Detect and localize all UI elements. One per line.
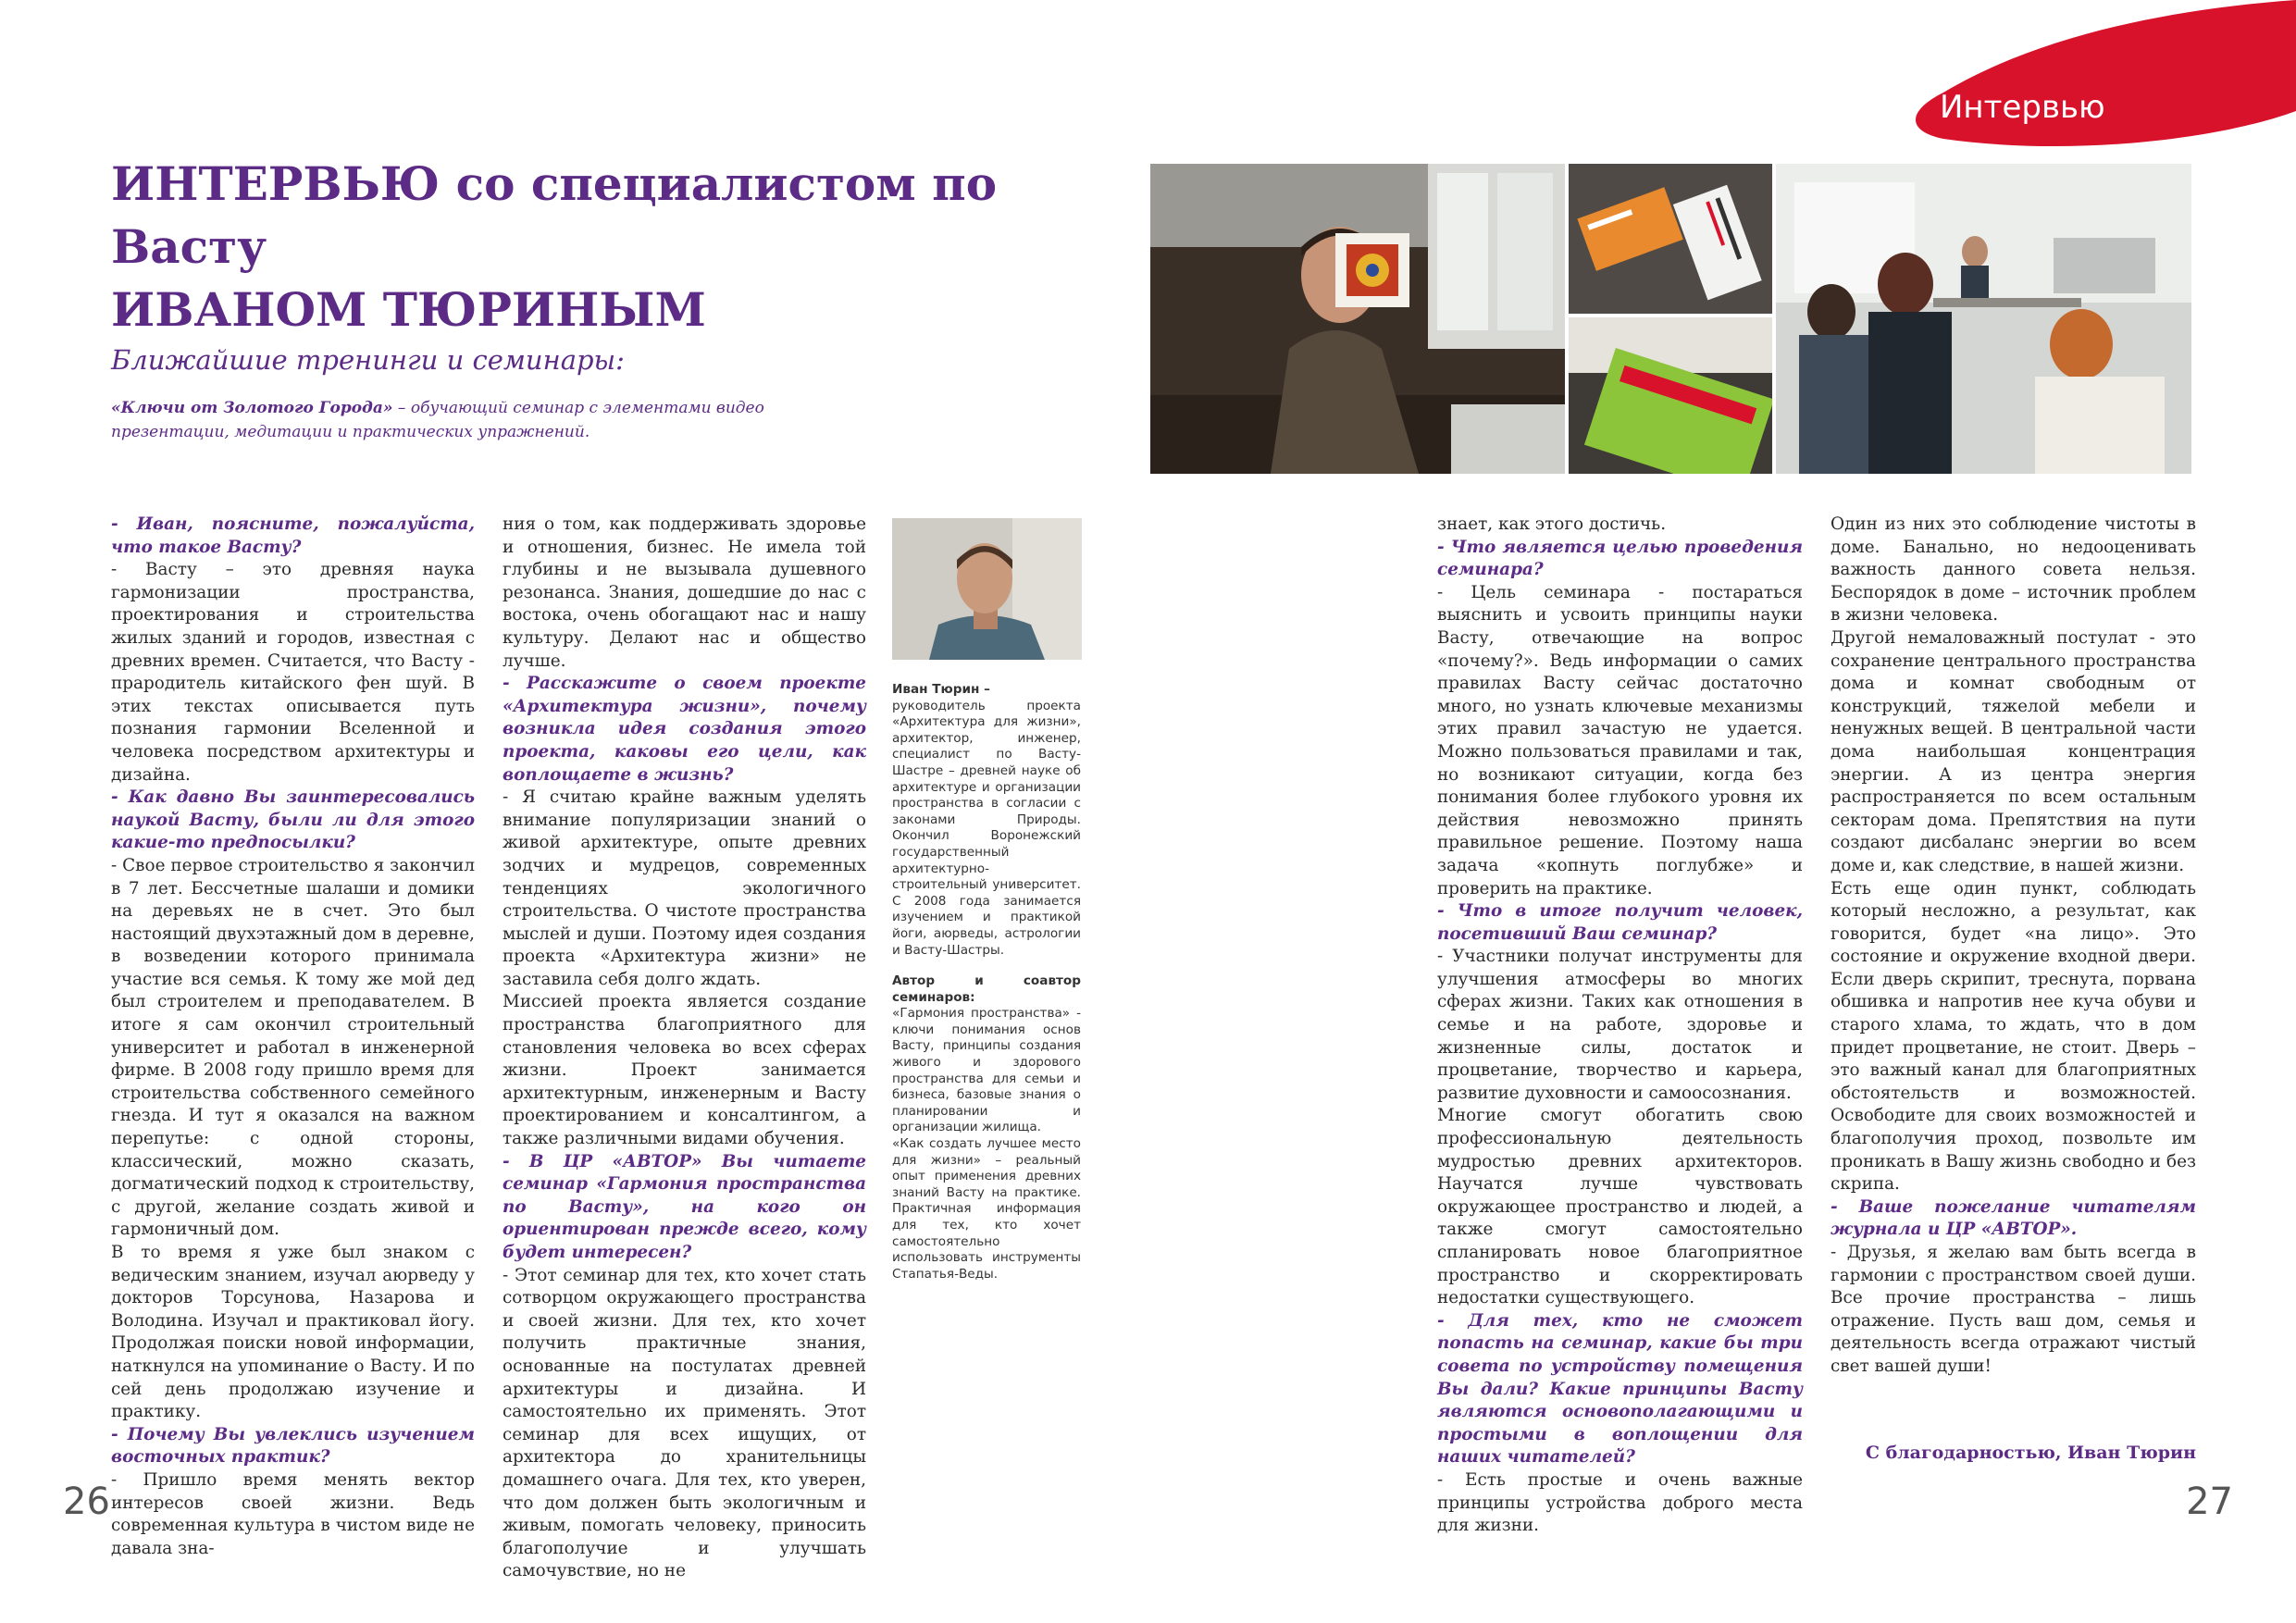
answer: - Цель семинара - постараться выяснить и усвоить принципы науки Васту, отвечающие на вопрос «почему?». Ведь информации о самих правилах Васту сейчас достаточно много, но узнать ключевые механизмы этих правил зачастую не удается. Можно пользоваться правилами и так, но возникают ситуации, когда без понимания более глубокого уровня их действия невозможно принять правильное решение. Поэтому наша задача «копнуть поглубже» и проверить на практике. bbox=[1437, 582, 1803, 898]
portrait-ivan-tyurin bbox=[892, 518, 1082, 660]
article-title bbox=[111, 153, 1129, 341]
answer: Многие смогут обогатить свою профессиональную деятельность мудростью древних архитекторов. Научатся лучше чувствовать окружающее пространство и людей, а также смогут самостоятельно спланировать новое благоприятное пространство и скорректировать недостатки существующего. bbox=[1437, 1106, 1803, 1308]
question: - В ЦР «АВТОР» Вы читаете семинар «Гармония пространства по Васту», на кого он ориентирован прежде всего, кому будет интересен? bbox=[503, 1151, 866, 1262]
answer: - Есть простые и очень важные принципы устройства доброго места для жизни. bbox=[1437, 1469, 1803, 1536]
column-1 bbox=[111, 514, 475, 1560]
answer: - Участники получат инструменты для улучшения атмосферы во многих сферах жизни. Таких как отношения в семье и на работе, здоровье и жизненные силы, достаток и процветание, творчество и карьера, развитие духовности и самоосознания. bbox=[1437, 947, 1803, 1103]
trainings-heading: Ближайшие тренинги и семинары: bbox=[111, 344, 625, 376]
column-4 bbox=[1831, 514, 2196, 1379]
answer: В то время я уже был знаком с ведическим знанием, изучал аюрведу у докторов Торсунова, Назарова и Володина. Изучал и практиковал йогу. Продолжая поиски новой информации, наткнулся на упоминание о Васту. И по сей день продолжаю изучение и практику. bbox=[111, 1243, 475, 1422]
answer: - Я считаю крайне важным уделять внимание популяризации знаний о живой архитектуре, опыте древних зодчих и мудрецов, современных тенденциях экологичного строительства. О чистоте пространства мыслей и души. Поэтому идея создания проекта «Архитектура жизни» не заставила себя долго ждать. bbox=[503, 787, 866, 989]
question: - Как давно Вы заинтересовались наукой Васту, были ли для этого какие-то предпосылки? bbox=[111, 787, 475, 853]
author-sidebar bbox=[892, 682, 1081, 1282]
photo-business-cards bbox=[1569, 164, 1772, 314]
answer: Другой немаловажный постулат - это сохранение центрального пространства дома и комнат свободным от конструкций, тяжелой мебели и ненужных вещей. В центральной части дома наибольшая концентрация энергии. А из центра энергия распространяется по всем остальным секторам дома. Препятствия на пути создают дисбаланс энергии во всем доме и, как следствие, в нашей жизни. bbox=[1831, 627, 2196, 875]
sidebar-seminar-2: «Как создать лучшее место для жизни» – реальный опыт применения древних знаний Васту на практике. Практичная информация для тех, кто хочет самостоятельно использовать инструменты Стапатья-Веды. bbox=[892, 1136, 1081, 1282]
title-line-1: ИНТЕРВЬЮ со специалистом по Васту bbox=[111, 156, 998, 274]
question: - Что является целью проведения семинара? bbox=[1437, 537, 1803, 580]
signature: С благодарностью, Иван Тюрин bbox=[1865, 1443, 2196, 1463]
question: - Для тех, кто не сможет попасть на семинар, какие бы три совета по устройству помещения Вы дали? Какие принципы Васту являются основополагающими и простыми в воплощении для наших читателей? bbox=[1437, 1310, 1803, 1468]
question: - Ваше пожелание читателям журнала и ЦР «АВТОР». bbox=[1831, 1196, 2196, 1240]
page-number-left: 26 bbox=[63, 1481, 110, 1523]
question: - Иван, поясните, пожалуйста, что такое Васту? bbox=[111, 514, 475, 557]
answer: - Пришло время менять вектор интересов своей жизни. Ведь современная культура в чистом виде не давала зна- bbox=[111, 1469, 475, 1558]
page-number-right: 27 bbox=[2186, 1481, 2233, 1523]
answer: ния о том, как поддерживать здоровье и отношения, бизнес. Не имела той глубины и не вызывала душевного резонанса. Знания, дошедшие до нас с востока, очень обогащают нас и нашу культуру. Делают нас и общество лучше. bbox=[503, 514, 866, 671]
answer: - Друзья, я желаю вам быть всегда в гармонии с пространством своей души. Все прочие пространства – лишь отражение. Пусть ваш дом, семья и деятельность всегда отражают чистый свет вашей души! bbox=[1831, 1243, 2196, 1376]
photo-seminar-audience bbox=[1776, 164, 2191, 474]
question: - Почему Вы увлеклись изучением восточных практик? bbox=[111, 1424, 475, 1468]
answer: Миссией проекта является создание пространства благоприятного для становления человека во всех сферах жизни. Проект занимается архитектурным, инженерным и Васту проектированием и консалтингом, а также различными видами обучения. bbox=[503, 992, 866, 1149]
section-tag-swoosh bbox=[1888, 0, 2296, 157]
answer: Есть еще один пункт, соблюдать который несложно, а результат, как говорится, будет «на лицо». Это состояние и окружение входной двери. Если дверь скрипит, треснута, порвана обшивка и напротив нее куча обуви и старого хлама, то ждать, что в дом придет процветание, не стоит. Дверь – это важный канал для благоприятных обстоятельств и возможностей. Освободите для своих возможностей и благополучия проход, позвольте им проникать в Вашу жизнь свободно и без скрипа. bbox=[1831, 878, 2196, 1195]
sidebar-author-heading: Автор и соавтор семинаров: bbox=[892, 973, 1081, 1005]
sidebar-name: Иван Тюрин – bbox=[892, 682, 990, 697]
question: - Расскажите о своем проекте «Архитектура жизни», почему возникла идея создания этого проекта, каковы его цели, как воплощаете в жизнь? bbox=[503, 674, 866, 785]
question: - Что в итоге получит человек, посетивший Ваш семинар? bbox=[1437, 901, 1803, 944]
trainings-intro bbox=[111, 396, 870, 444]
section-tag-label: Интервью bbox=[1940, 89, 2105, 126]
title-line-2: ИВАНОМ ТЮРИНЫМ bbox=[111, 282, 706, 337]
photo-book-stapatya-veda bbox=[1569, 317, 1772, 474]
column-3 bbox=[1437, 514, 1803, 1538]
seminar-description: – обучающий семинар с элементами видео презентации, медитации и практических упражнений. bbox=[111, 399, 764, 441]
answer: - Этот семинар для тех, кто хочет стать сотворцом окружающего пространства и своей жизни. Для тех, кто хочет получить практичные знания, основанные на постулатах древней архитектуры и дизайна. И самостоятельно их применять. Этот семинар для всех ищущих, от архитектора до хранительницы домашнего очага. Для тех, кто уверен, что дом должен быть экологичным и живым, помогать человеку, приносить благополучие и улучшать самочувствие, но не bbox=[503, 1265, 866, 1581]
answer: - Свое первое строительство я закончил в 7 лет. Бессчетные шалаши и домики на деревьях не в счет. Это был настоящий двухэтажный дом в деревне, в возведении которого принимала участие вся семья. К тому же мой дед был строителем и преподавателем. В итоге я сам окончил строительный университет и работал в инженерной фирме. В 2008 году пришло время для строительства собственного семейного гнезда. И тут я оказался на важном перепутье: с одной стороны, классический, можно сказать, догматический подход к строительству, с другой, желание создать живой и гармоничный дом. bbox=[111, 855, 476, 1240]
seminar-name: «Ключи от Золотого Города» bbox=[111, 399, 393, 417]
answer: знает, как этого достичь. bbox=[1437, 514, 1667, 534]
answer: - Васту – это древняя наука гармонизации пространства, проектирования и строительства жилых зданий и городов, известная с древних времен. Считается, что Васту - прародитель китайского фен шуй. В этих текстах описывается путь познания гармонии Вселенной и человека посредством архитектуры и дизайна. bbox=[111, 560, 475, 785]
photo-speaker-holding-yantra bbox=[1150, 164, 1565, 474]
sidebar-bio: руководитель проекта «Архитектура для жизни», архитектор, инженер, специалист по Васту-Шастре – древней науке об архитектуре и организации пространства в согласии с законами Природы. Окончил Воронежский государственный архитектурно-строительный университет. С 2008 года занимается изучением и практикой йоги, аюрведы, астрологии и Васту-Шастры. bbox=[892, 698, 1081, 958]
column-2 bbox=[503, 514, 866, 1583]
sidebar-seminar-1: «Гармония пространства» - ключи понимания основ Васту, принципы создания живого и здорового пространства для семьи и бизнеса, базовые знания о планировании и организации жилища. bbox=[892, 1006, 1081, 1135]
sidebar-spacer bbox=[892, 959, 1081, 973]
answer: Один из них это соблюдение чистоты в доме. Банально, но недооценивать важность данного совета нельзя. Беспорядок в доме – источник проблем в жизни человека. bbox=[1831, 514, 2196, 626]
